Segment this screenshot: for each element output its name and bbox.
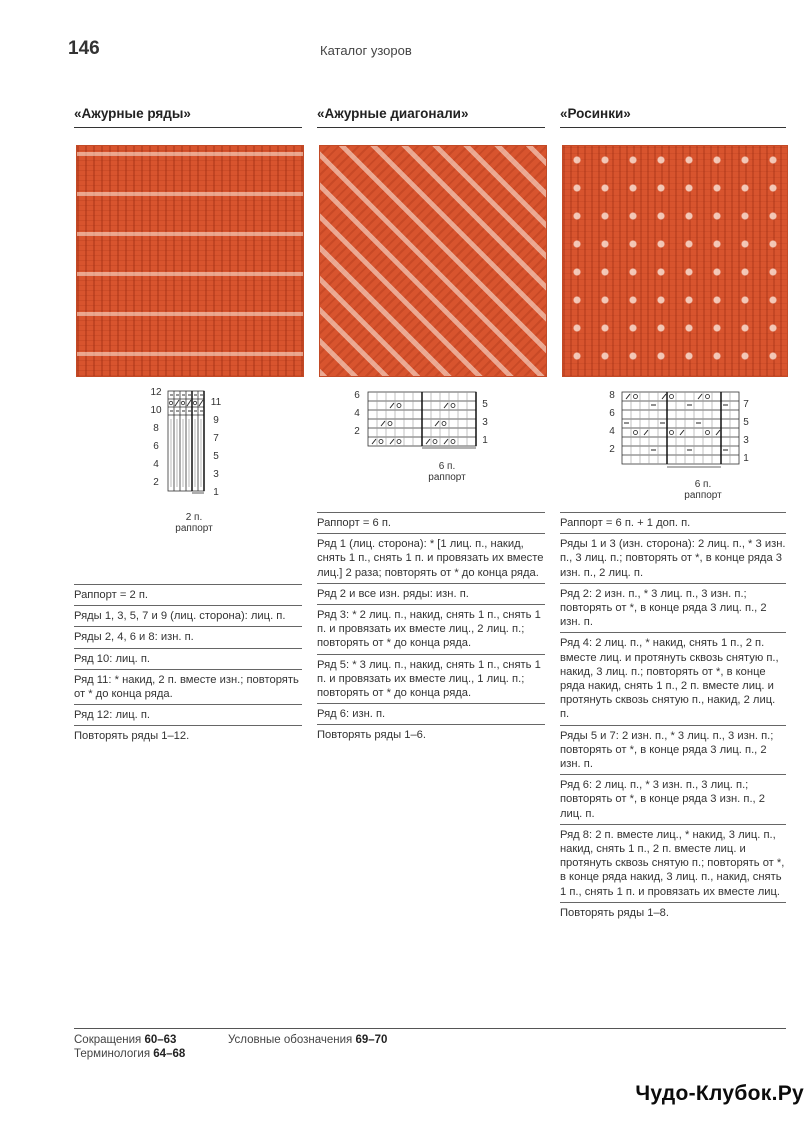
pattern-title: «Росинки» [560,106,631,121]
instruction-row: Повторять ряды 1–8. [560,906,670,919]
footer-references-mid [228,1033,387,1047]
repeat-word: раппорт [684,490,722,501]
repeat-word: раппорт [175,523,213,534]
chart-grid [606,390,756,474]
page-number: 146 [68,38,100,59]
footer-references-left [74,1033,185,1061]
knit-swatch-photo-ajour-diagonals [319,145,547,377]
instruction-row: Ряд 6: 2 лиц. п., * 3 изн. п., 3 лиц. п.; повторять от *, в конце ряда 3 изн. п., 2 лиц. п. [560,775,786,825]
instruction-row: Ряды 1, 3, 5, 7 и 9 (лиц. сторона): лиц. п. [74,606,302,627]
footer-terms-label: Терминология [74,1048,151,1060]
instruction-row: Повторять ряды 1–6. [317,729,427,742]
instruction-row: Раппорт = 2 п. [74,584,302,606]
row-number: 4 [153,459,159,470]
repeat-label [676,479,730,501]
repeat-label [168,512,220,534]
instruction-row: Ряды 1 и 3 (изн. сторона): 2 лиц. п., * 3 изн. п., 3 лиц. п.; повторять от *, в конце ряда 3 изн. п., 2 лиц. п. [560,534,786,584]
instruction-row: Ряд 5: * 3 лиц. п., накид, снять 1 п., снять 1 п. и провязать их вместе лиц., 1 лиц. п.; повторять от * до конца ряда. [317,655,545,705]
instruction-row: Ряд 4: 2 лиц. п., * накид, снять 1 п., 2 п. вместе лиц. и протянуть сквозь снятую п., накид, 3 лиц. п.; повторять от *, в конце ряда накид, снять 1 п., 2 п. вместе лиц. и протянуть сквозь снятую п., накид, 2 лиц. п. [560,633,786,725]
footer-rule [74,1028,786,1029]
row-number: 6 [153,441,159,452]
footer-terms-pages[interactable]: 64–68 [153,1048,186,1060]
repeat-stitches: 6 п. [694,479,712,490]
running-head: Каталог узоров [320,43,412,58]
row-number: 6 [354,390,360,401]
instruction-row: Ряд 3: * 2 лиц. п., накид, снять 1 п., снять 1 п. и провязать их вместе лиц., 2 лиц. п.; повторять от * до конца ряда. [317,605,545,655]
title-rule [560,127,786,128]
instruction-row: Ряд 8: 2 п. вместе лиц., * накид, 3 лиц. п., накид, снять 1 п., 2 п. вместе лиц. и протянуть сквозь снятую п.; повторять от *, в конце ряда накид, 3 лиц. п., накид, снять 1 п., снять 1 п. и провязать их вместе лиц. [560,825,786,903]
row-number: 2 [354,426,360,437]
repeat-word: раппорт [428,472,466,483]
row-number: 11 [210,397,222,408]
knitting-chart-3 [606,390,756,474]
pattern-title: «Ажурные диагонали» [317,106,469,121]
title-rule [317,127,545,128]
row-number: 3 [213,469,219,480]
pattern-column-1 [74,103,302,128]
pattern-column-3 [560,103,786,128]
row-number: 1 [743,453,749,464]
knit-swatch-photo-ajour-rows [76,145,304,377]
row-number: 6 [609,408,615,419]
row-number: 3 [482,417,488,428]
row-number: 5 [482,399,488,410]
instruction-row: Повторять ряды 1–12. [74,730,190,743]
repeat-label [420,461,474,483]
instruction-row: Ряды 5 и 7: 2 изн. п., * 3 лиц. п., 3 изн. п.; повторять от *, в конце ряда 3 лиц. п., 2 изн. п. [560,726,786,776]
row-number: 12 [150,387,162,398]
row-number: 7 [213,433,219,444]
title-rule [74,127,302,128]
instructions-ajour-rows [74,584,302,747]
row-number: 4 [609,426,615,437]
instruction-row: Ряд 2 и все изн. ряды: изн. п. [317,584,545,605]
repeat-stitches: 6 п. [438,461,456,472]
row-number: 1 [213,487,219,498]
instruction-row: Ряд 6: изн. п. [317,704,545,725]
instructions-ajour-diagonals [317,512,545,746]
knit-swatch-photo-dewdrops [562,145,788,377]
instruction-row: Ряд 2: 2 изн. п., * 3 лиц. п., 3 изн. п.; повторять от *, в конце ряда 3 лиц. п., 2 изн. п. [560,584,786,634]
footer-abbrev-label: Сокращения [74,1034,142,1046]
knitting-chart-1 [148,387,228,497]
row-number: 1 [482,435,488,446]
pattern-title: «Ажурные ряды» [74,106,191,121]
row-number: 8 [153,423,159,434]
row-number: 2 [609,444,615,455]
row-number: 3 [743,435,749,446]
repeat-stitches: 2 п. [185,512,203,523]
row-number: 5 [213,451,219,462]
footer-symbols-pages[interactable]: 69–70 [355,1034,388,1046]
site-watermark: Чудо-Клубок.Ру [635,1082,804,1105]
instruction-row: Раппорт = 6 п. + 1 доп. п. [560,512,786,534]
row-number: 4 [354,408,360,419]
instruction-row: Ряд 1 (лиц. сторона): * [1 лиц. п., накид, снять 1 п., снять 1 п. и провязать их вместе лиц.] 2 раза; повторять от * до конца ряда. [317,534,545,584]
instruction-row: Ряд 10: лиц. п. [74,649,302,670]
instruction-row: Раппорт = 6 п. [317,512,545,534]
instruction-row: Ряд 12: лиц. п. [74,705,302,726]
row-number: 2 [153,477,159,488]
instruction-row: Ряды 2, 4, 6 и 8: изн. п. [74,627,302,648]
footer-symbols-label: Условные обозначения [228,1034,353,1046]
row-number: 8 [609,390,615,401]
row-number: 9 [213,415,219,426]
row-number: 5 [743,417,749,428]
row-number: 10 [150,405,162,416]
instruction-row: Ряд 11: * накид, 2 п. вместе изн.; повторять от * до конца ряда. [74,670,302,705]
pattern-column-2 [317,103,545,128]
instructions-dewdrops [560,512,786,923]
knitting-chart-2 [350,390,500,452]
footer-abbrev-pages[interactable]: 60–63 [144,1034,177,1046]
row-number: 7 [743,399,749,410]
